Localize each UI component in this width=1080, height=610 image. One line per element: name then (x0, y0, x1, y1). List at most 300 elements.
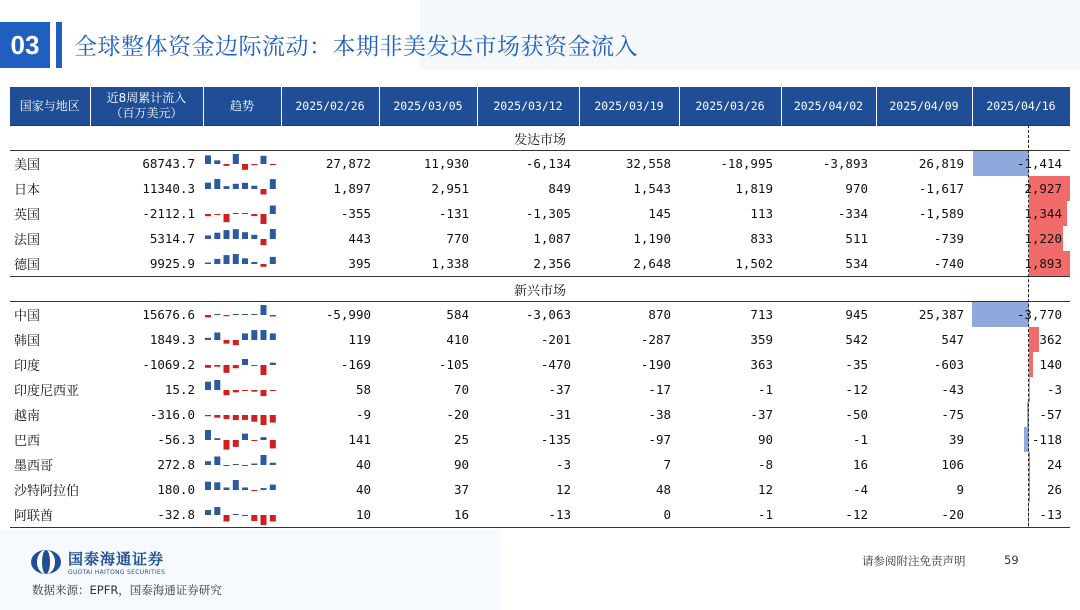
trend-bar (233, 229, 239, 239)
weekly-flow-value: 511 (845, 231, 868, 246)
column-header-date: 2025/03/19 (579, 87, 679, 126)
trend-bar (224, 255, 230, 264)
trend-bar (270, 362, 276, 364)
weekly-flow-value: -12 (845, 382, 868, 397)
trend-bar (214, 179, 220, 189)
trend-bar (224, 415, 230, 419)
latest-flow-cell (972, 226, 1070, 251)
country-name: 越南 (14, 409, 41, 424)
weekly-flow-value: -35 (845, 357, 868, 372)
weekly-flow-value: -17 (648, 382, 671, 397)
latest-flow-cell (972, 251, 1070, 277)
weekly-flow-value: 145 (648, 206, 671, 221)
trend-sparkline (203, 477, 281, 502)
trend-bar (233, 464, 239, 465)
table-row (10, 427, 1070, 452)
trend-sparkline-chart (205, 454, 279, 476)
section-header-row (10, 277, 1070, 302)
trend-bar (261, 515, 267, 525)
weekly-flow-value: 58 (355, 382, 371, 397)
trend-bar (214, 232, 220, 238)
trend-bar (205, 155, 211, 164)
weekly-flow-value: -75 (941, 407, 964, 422)
latest-flow-cell (972, 302, 1070, 328)
weekly-flow-value: 1,819 (735, 181, 773, 196)
column-header-date: 2025/04/02 (781, 87, 876, 126)
trend-sparkline-chart (205, 354, 279, 376)
cumulative-inflow: 1849.3 (149, 332, 195, 347)
trend-bar (224, 487, 230, 490)
fund-flow-table (10, 87, 1071, 528)
weekly-flow-value: 770 (446, 231, 469, 246)
trend-sparkline (203, 402, 281, 427)
trend-bar (233, 415, 239, 420)
weekly-flow-value: -355 (340, 206, 371, 221)
trend-sparkline-chart (205, 304, 279, 326)
databar-axis-line (1028, 125, 1029, 526)
trend-bar (214, 258, 220, 263)
trend-bar (270, 333, 276, 340)
trend-bar (251, 330, 257, 340)
trend-bar (214, 438, 220, 440)
weekly-flow-value: -13 (477, 502, 579, 528)
weekly-flow-value: -131 (438, 206, 469, 221)
trend-bar (251, 415, 257, 422)
trend-bar (251, 463, 257, 465)
weekly-flow-value: -1,617 (918, 181, 964, 196)
weekly-flow-value: 363 (750, 357, 773, 372)
trend-bar (261, 305, 267, 315)
table-row (10, 502, 1070, 528)
trend-bar (233, 254, 239, 264)
weekly-flow-value: -740 (933, 256, 964, 271)
trend-bar (251, 234, 257, 238)
trend-sparkline (203, 327, 281, 352)
latest-flow-cell (972, 502, 1070, 528)
trend-bar (251, 390, 257, 392)
trend-bar (242, 465, 248, 466)
trend-bar (205, 510, 211, 515)
trend-bar (261, 390, 267, 396)
weekly-flow-value: -37 (548, 382, 571, 397)
weekly-flow-value: 113 (750, 206, 773, 221)
trend-sparkline (203, 302, 281, 328)
trend-bar (205, 461, 211, 465)
latest-flow-cell (972, 452, 1070, 477)
trend-bar (242, 213, 248, 214)
trend-bar (270, 205, 276, 214)
table-row (10, 377, 1070, 402)
latest-flow-value: 140 (1039, 357, 1062, 372)
trend-bar (261, 189, 267, 195)
country-name: 中国 (14, 309, 41, 324)
latest-flow-cell (972, 352, 1070, 377)
trend-bar (233, 340, 239, 345)
latest-flow-cell (972, 377, 1070, 402)
cumulative-inflow: -2112.1 (142, 206, 195, 221)
cumulative-inflow: 11340.3 (142, 181, 195, 196)
table-header-row (10, 87, 1070, 126)
latest-flow-value: 26 (1046, 482, 1062, 497)
weekly-flow-value: 25 (453, 432, 469, 447)
weekly-flow-value: 48 (655, 482, 671, 497)
table-row (10, 151, 1070, 177)
weekly-flow-value: 25,387 (918, 307, 964, 322)
trend-sparkline (203, 226, 281, 251)
trend-bar (214, 160, 220, 164)
latest-flow-cell (972, 427, 1070, 452)
trend-sparkline-chart (205, 228, 279, 250)
weekly-flow-value: 16 (379, 502, 477, 528)
page-title: 全球整体资金边际流动：本期非美发达市场获资金流入 (74, 34, 638, 60)
trend-bar (261, 365, 267, 375)
trend-sparkline (203, 201, 281, 226)
trend-bar (261, 214, 267, 224)
trend-sparkline (203, 151, 281, 177)
weekly-flow-value: 9 (956, 482, 964, 497)
trend-bar (270, 462, 276, 464)
weekly-flow-value: -1 (679, 502, 781, 528)
trend-bar (214, 365, 220, 367)
weekly-flow-value: 833 (750, 231, 773, 246)
trend-bar (261, 330, 267, 340)
trend-bar (205, 262, 211, 264)
country-name: 沙特阿拉伯 (14, 484, 80, 499)
table-row (10, 452, 1070, 477)
weekly-flow-value: -3,893 (822, 156, 868, 171)
trend-bar (233, 440, 239, 447)
trend-sparkline (203, 176, 281, 201)
trend-sparkline (203, 251, 281, 277)
weekly-flow-value: 1,190 (633, 231, 671, 246)
latest-flow-value: 362 (1039, 332, 1062, 347)
column-header-date: 2025/04/09 (876, 87, 972, 126)
weekly-flow-value: 870 (648, 307, 671, 322)
latest-flow-value: 2,927 (1024, 181, 1062, 196)
trend-bar (270, 229, 276, 239)
trend-bar (233, 213, 239, 214)
weekly-flow-value: 32,558 (625, 156, 671, 171)
weekly-flow-value: 90 (757, 432, 773, 447)
weekly-flow-value: 542 (845, 332, 868, 347)
weekly-flow-value: 37 (453, 482, 469, 497)
weekly-flow-value: -8 (757, 457, 773, 472)
table-row (10, 251, 1070, 277)
company-logo (30, 548, 165, 576)
trend-bar (242, 258, 248, 264)
trend-bar (214, 332, 220, 340)
weekly-flow-value: 1,502 (735, 256, 773, 271)
latest-flow-value: -1,414 (1016, 156, 1062, 171)
latest-flow-databar (1029, 352, 1033, 377)
country-name: 印度 (14, 359, 41, 374)
column-header-date: 2025/03/05 (379, 87, 477, 126)
weekly-flow-value: -169 (340, 357, 371, 372)
trend-sparkline-chart (205, 504, 279, 526)
trend-bar (251, 440, 257, 441)
weekly-flow-value: -287 (640, 332, 671, 347)
weekly-flow-value: 39 (948, 432, 964, 447)
trend-bar (233, 183, 239, 188)
trend-sparkline (203, 377, 281, 402)
trend-bar (270, 440, 276, 448)
disclaimer-link[interactable]: 请参阅附注免责声明 (862, 554, 966, 568)
weekly-flow-value: -201 (540, 332, 571, 347)
cumulative-inflow: 9925.9 (149, 256, 195, 271)
latest-flow-cell (972, 477, 1070, 502)
cumulative-inflow: 272.8 (157, 457, 195, 472)
trend-bar (242, 515, 248, 516)
trend-bar (270, 315, 276, 317)
weekly-flow-value: -37 (750, 407, 773, 422)
country-name: 日本 (14, 183, 41, 198)
weekly-flow-value: -43 (941, 382, 964, 397)
latest-flow-value: 24 (1046, 457, 1062, 472)
weekly-flow-value: 10 (281, 502, 379, 528)
latest-flow-value: 1,220 (1024, 231, 1062, 246)
latest-flow-databar (1029, 327, 1039, 352)
weekly-flow-value: 1,087 (533, 231, 571, 246)
trend-bar (224, 515, 230, 522)
latest-flow-cell (972, 176, 1070, 201)
trend-sparkline-chart (205, 379, 279, 401)
section-title: 发达市场 (10, 126, 1070, 151)
weekly-flow-value: -4 (852, 482, 868, 497)
trend-bar (261, 239, 267, 245)
country-name: 德国 (14, 258, 41, 273)
trend-bar (270, 515, 276, 522)
weekly-flow-value: 2,951 (431, 181, 469, 196)
trend-bar (224, 365, 230, 373)
weekly-flow-value: 12 (757, 482, 773, 497)
latest-flow-value: 1,344 (1024, 206, 1062, 221)
cumulative-inflow: 15.2 (164, 382, 195, 397)
trend-bar (224, 230, 230, 239)
weekly-flow-value: 40 (355, 457, 371, 472)
country-name: 英国 (14, 208, 41, 223)
trend-sparkline-chart (205, 153, 279, 175)
trend-sparkline-chart (205, 178, 279, 200)
weekly-flow-value: -1,305 (525, 206, 571, 221)
weekly-flow-value: -31 (548, 407, 571, 422)
country-name: 法国 (14, 233, 41, 248)
trend-bar (242, 164, 248, 170)
trend-bar (224, 186, 230, 189)
table-row (10, 201, 1070, 226)
table-row (10, 327, 1070, 352)
cumulative-inflow: 5314.7 (149, 231, 195, 246)
weekly-flow-value: -9 (355, 407, 371, 422)
cumulative-inflow: 68743.7 (142, 156, 195, 171)
weekly-flow-value: -20 (876, 502, 972, 528)
weekly-flow-value: 849 (548, 181, 571, 196)
trend-sparkline-chart (205, 479, 279, 501)
trend-bar (224, 465, 230, 466)
cumulative-inflow: 180.0 (157, 482, 195, 497)
trend-bar (224, 340, 230, 344)
weekly-flow-value: -334 (837, 206, 868, 221)
latest-flow-databar (1029, 452, 1030, 477)
weekly-flow-value: 16 (852, 457, 868, 472)
weekly-flow-value: 945 (845, 307, 868, 322)
weekly-flow-value: -1 (757, 382, 773, 397)
country-name: 巴西 (14, 434, 41, 449)
weekly-flow-value: 547 (941, 332, 964, 347)
trend-sparkline (203, 427, 281, 452)
weekly-flow-value: -470 (540, 357, 571, 372)
weekly-flow-value: -135 (540, 432, 571, 447)
trend-bar (224, 390, 230, 395)
table-body (10, 126, 1070, 528)
trend-bar (261, 437, 267, 440)
trend-bar (224, 315, 230, 316)
weekly-flow-value: 12 (555, 482, 571, 497)
trend-bar (261, 155, 267, 163)
trend-bar (224, 164, 230, 166)
page-number: 59 (1004, 553, 1019, 567)
data-source-note: 数据来源：EPFR，国泰海通证券研究 (32, 583, 222, 597)
section-number-badge: 03 (0, 22, 50, 68)
trend-bar (242, 232, 248, 239)
column-header: 趋势 (203, 87, 281, 126)
weekly-flow-value: 1,543 (633, 181, 671, 196)
latest-flow-value: -3,770 (1016, 307, 1062, 322)
trend-sparkline-chart (205, 404, 279, 426)
trend-bar (251, 314, 257, 315)
trend-bar (251, 515, 257, 521)
trend-bar (214, 214, 220, 215)
weekly-flow-value: -12 (781, 502, 876, 528)
weekly-flow-value: 106 (941, 457, 964, 472)
trend-bar (233, 480, 239, 490)
table-row (10, 176, 1070, 201)
logo-english-text: GUOTAI HAITONG SECURITIES (68, 569, 166, 576)
trend-sparkline-chart (205, 429, 279, 451)
weekly-flow-value: 90 (453, 457, 469, 472)
trend-sparkline-chart (205, 203, 279, 225)
trend-sparkline-chart (205, 253, 279, 275)
weekly-flow-value: -1,589 (918, 206, 964, 221)
trend-sparkline (203, 352, 281, 377)
trend-bar (261, 455, 267, 465)
column-header: 国家与地区 (10, 87, 90, 126)
table-row (10, 302, 1070, 328)
trend-bar (205, 337, 211, 339)
trend-bar (233, 390, 239, 392)
trend-bar (205, 430, 211, 440)
trend-bar (270, 415, 276, 423)
weekly-flow-value: -97 (648, 432, 671, 447)
weekly-flow-value: -18,995 (720, 156, 773, 171)
trend-bar (251, 490, 257, 491)
trend-bar (242, 333, 248, 340)
trend-bar (205, 235, 211, 239)
weekly-flow-value: 70 (453, 382, 469, 397)
trend-bar (270, 256, 276, 263)
weekly-flow-value: -105 (438, 357, 469, 372)
weekly-flow-value: 359 (750, 332, 773, 347)
trend-bar (214, 314, 220, 315)
trend-bar (242, 487, 248, 490)
trend-bar (233, 365, 239, 368)
weekly-flow-value: -3,063 (525, 307, 571, 322)
trend-bar (214, 415, 220, 418)
trend-sparkline (203, 502, 281, 528)
trend-bar (233, 514, 239, 515)
weekly-flow-value: 584 (446, 307, 469, 322)
trend-bar (251, 164, 257, 165)
weekly-flow-value: 1,897 (333, 181, 371, 196)
trend-sparkline-chart (205, 329, 279, 351)
column-header-date: 2025/03/12 (477, 87, 579, 126)
latest-flow-cell (972, 327, 1070, 352)
country-name: 阿联酋 (10, 502, 90, 528)
weekly-flow-value: 2,356 (533, 256, 571, 271)
logo-chinese-text: 国泰海通证券 (68, 550, 165, 568)
trend-bar (261, 264, 267, 267)
trend-bar (242, 359, 248, 365)
trend-bar (251, 214, 257, 216)
trend-bar (205, 381, 211, 389)
weekly-flow-value: 7 (663, 457, 671, 472)
latest-flow-cell (972, 201, 1070, 226)
cumulative-inflow: -32.8 (90, 502, 203, 528)
latest-flow-value: -3 (1046, 382, 1062, 397)
weekly-flow-value: 534 (845, 256, 868, 271)
column-header-date: 2025/02/26 (281, 87, 379, 126)
trend-bar (224, 214, 230, 222)
table-row (10, 477, 1070, 502)
weekly-flow-value: -1 (852, 432, 868, 447)
column-header-date: 2025/03/26 (679, 87, 781, 126)
trend-bar (270, 179, 276, 189)
trend-bar (205, 365, 211, 368)
country-name: 墨西哥 (14, 459, 54, 474)
latest-flow-value: 1,893 (1024, 256, 1062, 271)
weekly-flow-value: 395 (348, 256, 371, 271)
latest-flow-cell (972, 151, 1070, 177)
trend-bar (242, 390, 248, 391)
trend-bar (242, 433, 248, 439)
trend-bar (270, 164, 276, 165)
logo-mark-icon (30, 549, 62, 575)
column-header: 近8周累计流入 （百万美元） (90, 87, 203, 126)
weekly-flow-value: 26,819 (918, 156, 964, 171)
latest-flow-databar (1029, 477, 1030, 502)
weekly-flow-value: 0 (579, 502, 679, 528)
trend-sparkline (203, 452, 281, 477)
trend-bar (270, 390, 276, 391)
trend-bar (214, 482, 220, 490)
weekly-flow-value: 119 (348, 332, 371, 347)
cumulative-inflow: -1069.2 (142, 357, 195, 372)
weekly-flow-value: -603 (933, 357, 964, 372)
table-row (10, 352, 1070, 377)
latest-flow-cell (972, 402, 1070, 427)
trend-bar (251, 365, 257, 366)
cumulative-inflow: 15676.6 (142, 307, 195, 322)
trend-bar (205, 214, 211, 216)
latest-flow-value: -13 (1039, 507, 1062, 522)
weekly-flow-value: -38 (648, 407, 671, 422)
table-row (10, 402, 1070, 427)
weekly-flow-value: -6,134 (525, 156, 571, 171)
trend-bar (214, 507, 220, 515)
trend-bar (261, 488, 267, 490)
cumulative-inflow: -316.0 (149, 407, 195, 422)
weekly-flow-value: 1,338 (431, 256, 469, 271)
table-row (10, 226, 1070, 251)
